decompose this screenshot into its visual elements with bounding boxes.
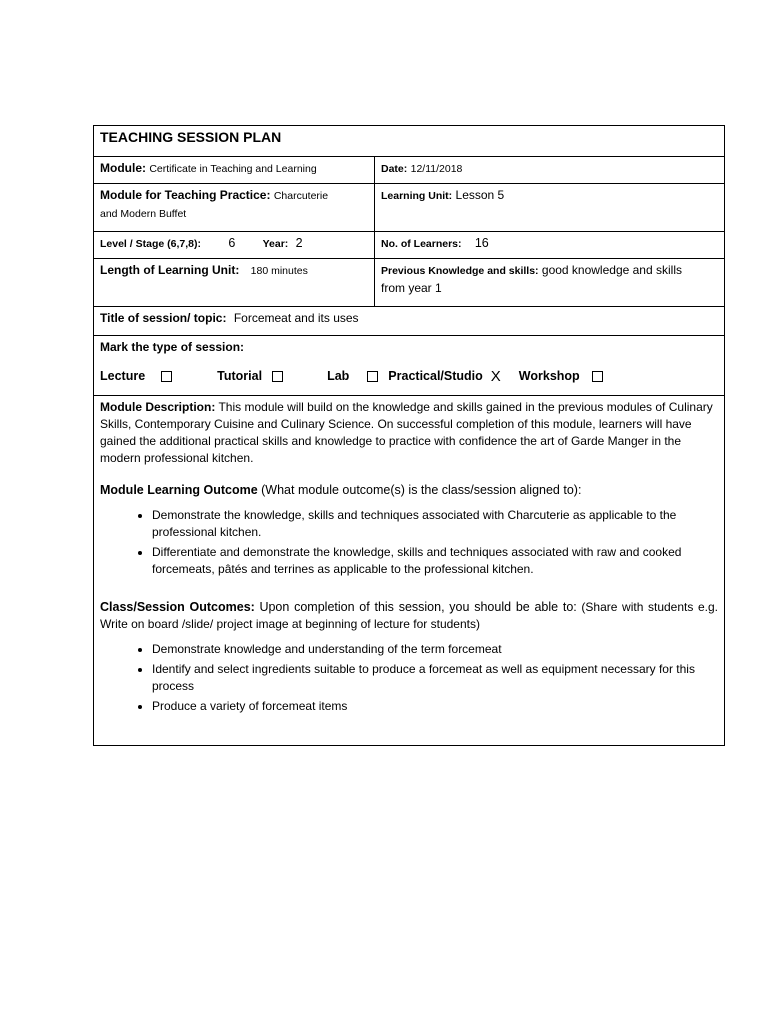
mlo-heading [100, 482, 718, 499]
learning-unit-cell [375, 184, 725, 232]
practice-cell [94, 184, 375, 232]
module-value: Certificate in Teaching and Learning [149, 163, 317, 175]
date-cell [375, 157, 725, 184]
level-value: 6 [228, 236, 236, 250]
practice-label: Module for Teaching Practice: [100, 188, 271, 202]
length-value: 180 minutes [250, 265, 308, 277]
year-value: 2 [295, 236, 303, 250]
cso-note: (Share with students e.g. Write on board /slide/ project image at beginning of lecture for students) [100, 600, 718, 631]
module-description [100, 399, 718, 467]
mlo-label: Module Learning Outcome [100, 483, 258, 497]
lab-label: Lab [327, 369, 350, 383]
learners-value: 16 [474, 236, 489, 250]
module-cell [94, 157, 375, 184]
learners-label: No. of Learners: [381, 238, 462, 250]
prior-knowledge-cell [375, 259, 725, 307]
tutorial-checkbox-icon[interactable] [272, 371, 283, 382]
cso-text: Upon completion of this session, you should be able to: [259, 600, 577, 614]
level-label: Level / Stage (6,7,8): [100, 238, 201, 250]
list-item: • Produce a variety of forcemeat items [152, 698, 718, 715]
date-value: 12/11/2018 [410, 163, 463, 175]
workshop-label: Workshop [518, 369, 580, 383]
prior-knowledge-label: Previous Knowledge and skills: [381, 265, 539, 277]
length-cell [94, 259, 375, 307]
learning-unit-value: Lesson 5 [455, 188, 505, 202]
practice-value-2: and Modern Buffet [100, 208, 187, 220]
description-text: This module will build on the knowledge and skills gained in the previous modules of Culinary Skills, Contemporary Cuisine and Culinary Science. On successful completion of this module, learners will have gained the additional practical skills and knowledge to practice with confidence the art of Garde Manger in the modern professional kitchen. [100, 400, 713, 465]
mlo-list [100, 507, 718, 578]
practical-label: Practical/Studio [388, 369, 483, 383]
lecture-checkbox-icon[interactable] [161, 371, 172, 382]
lecture-label: Lecture [100, 369, 146, 383]
module-label: Module: [100, 161, 146, 175]
list-item: • Differentiate and demonstrate the knowledge, skills and techniques associated with raw and cooked forcemeats, pâtés and terrines as applicable to the professional kitchen. [152, 544, 718, 578]
workshop-checkbox-icon[interactable] [592, 371, 603, 382]
lab-checkbox-icon[interactable] [367, 371, 378, 382]
list-item: • Demonstrate the knowledge, skills and techniques associated with Charcuterie as applicable to the professional kitchen. [152, 507, 718, 541]
practical-check-mark[interactable]: X [490, 368, 501, 385]
practice-value-1: Charcuterie [273, 190, 329, 202]
length-label: Length of Learning Unit: [100, 263, 240, 277]
option-practical[interactable] [388, 368, 501, 385]
date-label: Date: [381, 163, 408, 175]
list-item: • Demonstrate knowledge and understanding of the term forcemeat [152, 641, 718, 658]
plan-title: TEACHING SESSION PLAN [100, 129, 282, 145]
cso-list [100, 641, 718, 715]
level-cell [94, 232, 375, 259]
option-workshop[interactable] [519, 368, 603, 385]
list-item: • Identify and select ingredients suitable to produce a forcemeat as well as equipment necessary for this process [152, 661, 718, 695]
option-lecture[interactable] [100, 368, 172, 385]
cso-label: Class/Session Outcomes: [100, 600, 255, 614]
learning-unit-label: Learning Unit: [381, 190, 453, 202]
year-label: Year: [262, 238, 289, 250]
session-type-label: Mark the type of session: [100, 340, 245, 354]
topic-label: Title of session/ topic: [100, 311, 227, 325]
mlo-paren: (What module outcome(s) is the class/session aligned to): [261, 483, 582, 497]
session-type-options [100, 368, 718, 385]
cso-heading [100, 599, 718, 633]
description-label: Module Description: [100, 400, 216, 414]
prior-knowledge-value-1: good knowledge and skills [541, 263, 682, 277]
plan-title-cell [94, 126, 725, 157]
session-type-cell [94, 336, 725, 396]
topic-value: Forcemeat and its uses [233, 311, 359, 325]
session-plan-table [93, 125, 725, 746]
learners-cell [375, 232, 725, 259]
option-tutorial[interactable] [217, 368, 283, 385]
prior-knowledge-value-2: from year 1 [381, 281, 442, 295]
tutorial-label: Tutorial [217, 369, 263, 383]
topic-cell [94, 307, 725, 336]
description-cell [94, 396, 725, 746]
option-lab[interactable] [327, 368, 378, 385]
